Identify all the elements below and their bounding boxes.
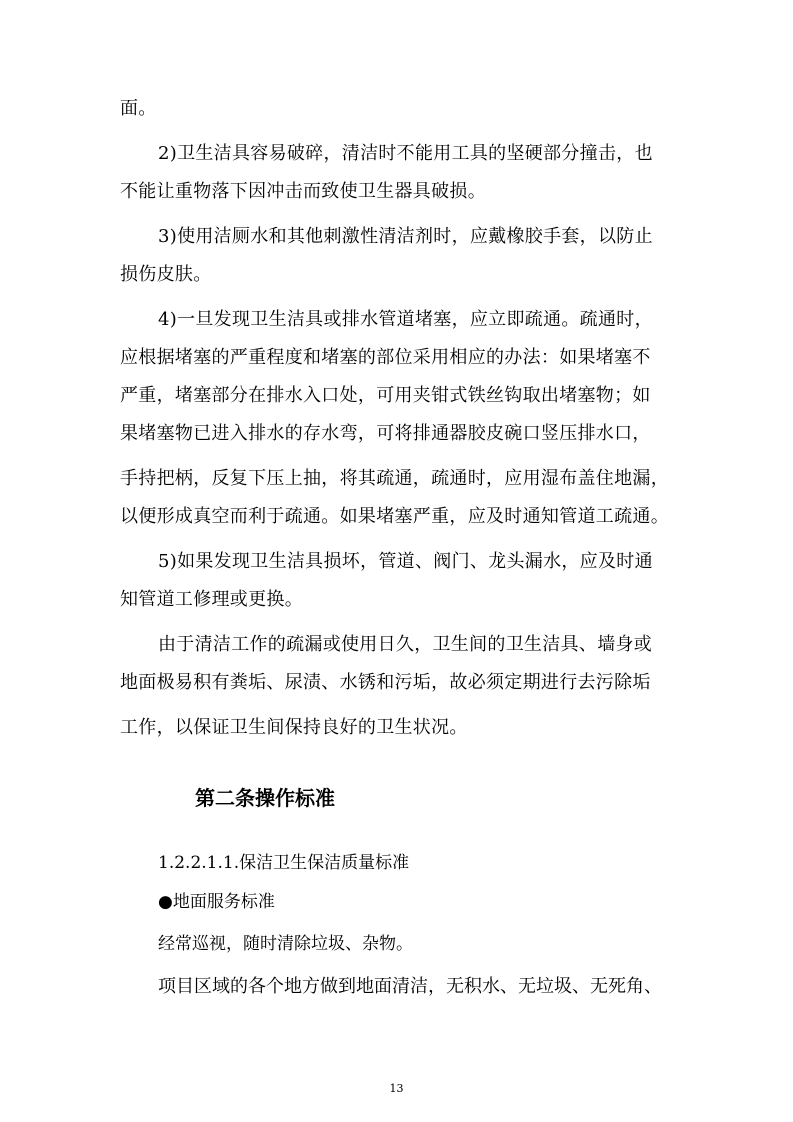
paragraph-line: 5)如果发现卫生洁具损坏，管道、阀门、龙头漏水，应及时通 — [158, 551, 653, 572]
bullet-item: ●地面服务标准 — [158, 892, 275, 912]
body-line: 经常巡视，随时清除垃圾、杂物。 — [158, 934, 413, 954]
paragraph-line: 工作，以保证卫生间保持良好的卫生状况。 — [120, 717, 468, 738]
paragraph-line: 由于清洁工作的疏漏或使用日久，卫生间的卫生洁具、墙身或 — [158, 634, 653, 655]
paragraph-line: 4)一旦发现卫生洁具或排水管道堵塞，应立即疏通。疏通时， — [158, 309, 653, 330]
paragraph-line: 3)使用洁厕水和其他刺激性清洁剂时，应戴橡胶手套，以防止 — [158, 226, 653, 247]
paragraph-line: 果堵塞物已进入排水的存水弯，可将排通器胶皮碗口竖压排水口， — [120, 423, 651, 444]
paragraph-line: 不能让重物落下因冲击而致使卫生器具破损。 — [120, 181, 486, 202]
paragraph-line: 手持把柄，反复下压上抽，将其疏通，疏通时，应用湿布盖住地漏， — [120, 468, 669, 489]
paragraph-line: 严重，堵塞部分在排水入口处，可用夹钳式铁丝钩取出堵塞物；如 — [120, 385, 651, 406]
paragraph-line: 面。 — [120, 98, 157, 119]
paragraph-line: 以便形成真空而利于疏通。如果堵塞严重，应及时通知管道工疏通。 — [120, 506, 669, 527]
paragraph-line: 地面极易积有粪垢、尿渍、水锈和污垢，故必须定期进行去污除垢 — [120, 672, 651, 693]
paragraph-line: 损伤皮肤。 — [120, 264, 212, 285]
section-heading: 第二条操作标准 — [195, 786, 335, 810]
paragraph-line: 应根据堵塞的严重程度和堵塞的部位采用相应的办法：如果堵塞不 — [120, 347, 651, 368]
paragraph-line: 2)卫生洁具容易破碎，清洁时不能用工具的坚硬部分撞击，也 — [158, 143, 653, 164]
body-line: 项目区域的各个地方做到地面清洁，无积水、无垃圾、无死角、 — [158, 976, 662, 997]
page-number: 13 — [389, 1082, 404, 1095]
subsection-title: 1.2.2.1.1.保洁卫生保洁质量标准 — [158, 853, 410, 873]
paragraph-line: 知管道工修理或更换。 — [120, 589, 303, 610]
